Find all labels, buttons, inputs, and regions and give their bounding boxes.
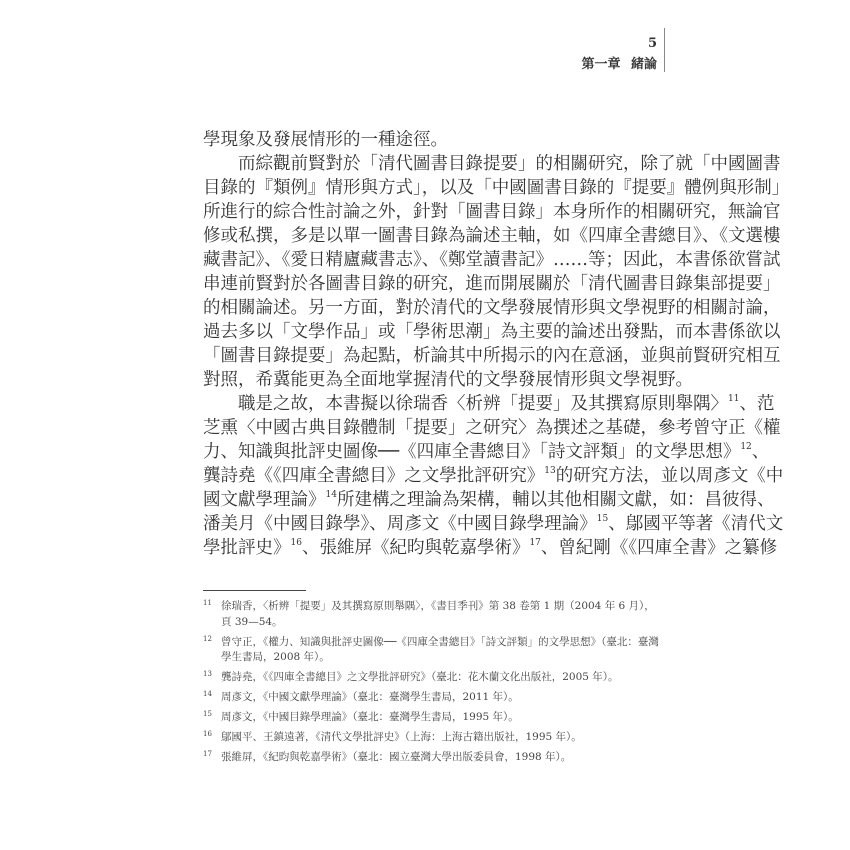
footnote-separator [203,590,306,591]
text-line [203,392,775,416]
text-line [203,440,770,464]
text-segment: 芝熏〈中國古典目錄體制「提要」之研究〉為撰述之基礎，參考曾守正《權 [203,418,781,438]
footnote-text: 鄔國平、王鎮遠著，《清代文學批評史》（上海：上海古籍出版社，1995 年）。 [221,731,582,743]
text-line [203,152,781,176]
text-segment: 學現象及發展情形的一種途徑。 [203,130,448,150]
text-line [203,320,781,344]
text-line [203,200,781,224]
footnotes [203,599,663,770]
text-segment: 力、知識與批評史圖像──《四庫全書總目》「詩文評類」的文學思想》 [203,442,741,462]
header-rule [664,28,665,72]
text-segment: 、曾紀剛《《四庫全書》之纂修 [540,538,778,558]
footnote-number: 14 [203,690,212,698]
footnote-text: 周彥文，《中國目錄學理論》（臺北：臺灣學生書局，1995 年）。 [221,711,519,723]
footnote-ref[interactable]: 12 [740,442,752,452]
text-segment: 龔詩堯《《四庫全書總目》之文學批評研究》 [203,466,545,486]
text-line [203,296,781,320]
text-segment: 目錄的『類例』情形與方式」，以及「中國圖書目錄的『提要』體例與形制」 [203,178,790,198]
text-line [203,512,784,536]
footnote [203,635,663,666]
footnote-number: 12 [203,634,212,643]
text-segment: 所進行的綜合性討論之外，針對「圖書目錄」本身所作的相關研究，無論官 [203,202,781,222]
running-header-chapter: 第一章 緒論 [581,57,657,72]
text-line [203,272,781,296]
text-line [203,248,781,272]
text-segment: 的研究方法，並以周彥文《中 [555,466,784,486]
footnote-ref[interactable]: 15 [596,514,609,524]
text-line [203,128,659,152]
footnote-number: 13 [203,670,212,678]
text-segment: 國文獻學理論》 [203,490,326,510]
text-line [203,464,784,488]
text-segment: 、鄔國平等著《清代文 [608,514,784,534]
text-segment: 而綜觀前賢對於「清代圖書目錄提要」的相關研究，除了就「中國圖書 [203,154,781,174]
text-line [203,416,781,440]
text-segment: 所建構之理論為架構，輔以其他相關文獻，如：昌彼得、 [336,490,775,510]
text-line [203,488,775,512]
footnote-number: 17 [203,750,212,758]
text-segment: 的相關論述。另一方面，對於清代的文學發展情形與文學視野的相關討論， [203,298,781,318]
text-segment: 、張維屏《紀昀與乾嘉學術》 [301,538,530,558]
footnote-ref[interactable]: 13 [544,466,556,476]
footnote-text: 徐瑞香，〈析辨「提要」及其撰寫原則舉隅〉，《書目季刊》第 38 卷第 1 期（2004 年 6 月），頁 39—54。 [221,600,655,628]
text-line [203,536,778,560]
footnote-ref[interactable]: 14 [325,490,337,500]
text-segment: 職是之故，本書擬以徐瑞香〈析辨「提要」及其撰寫原則舉隅〉 [203,394,728,414]
text-segment: 對照，希冀能更為全面地掌握清代的文學發展情形與文學視野。 [203,370,693,390]
footnote-ref[interactable]: 17 [529,538,541,548]
text-segment: 過去多以「文學作品」或「學術思潮」為主要的論述出發點，而本書係欲以 [203,322,781,342]
footnote-text: 曾守正，《權力、知識與批評史圖像──《四庫全書總目》「詩文評類」的文學思想》（臺北：臺灣學生書局，2008 年）。 [221,635,659,663]
text-line [203,176,790,200]
footnote [203,710,663,726]
text-segment: 潘美月《中國目錄學》、周彥文《中國目錄學理論》 [203,514,597,534]
text-line [203,344,781,368]
footnote-text: 龔詩堯，《《四庫全書總目》之文學批評研究》（臺北：花木蘭文化出版社，2005 年）。 [221,671,619,683]
page-number: 5 [647,36,657,51]
text-line [203,368,693,392]
text-segment: 藏書記》、《愛日精廬藏書志》、《鄭堂讀書記》……等；因此，本書係欲嘗試 [203,250,781,270]
footnote [203,670,663,686]
body-text [203,128,790,560]
text-segment: 、 [751,442,770,462]
footnote [203,599,663,630]
text-segment: 修或私撰，多是以單一圖書目錄為論述主軸，如《四庫全書總目》、《文選樓 [203,226,781,246]
footnote [203,730,663,746]
text-segment: 學批評史》 [203,538,291,558]
footnote-number: 15 [203,710,212,718]
footnote-number: 11 [203,599,212,607]
footnote-number: 16 [203,730,212,738]
footnote [203,750,663,766]
text-line [203,224,781,248]
text-segment: 串連前賢對於各圖書目錄的研究，進而開展關於「清代圖書目錄集部提要」 [203,274,781,294]
text-segment: 「圖書目錄提要」為起點，析論其中所揭示的內在意涵，並與前賢研究相互 [203,346,781,366]
footnote-text: 周彥文，《中國文獻學理論》（臺北：臺灣學生書局，2011 年）。 [221,691,519,703]
footnote [203,690,663,706]
footnote-ref[interactable]: 16 [290,538,302,548]
text-segment: 、范 [739,394,775,414]
footnote-ref[interactable]: 11 [728,394,740,404]
footnote-text: 張維屏，《紀昀與乾嘉學術》（臺北：國立臺灣大學出版委員會，1998 年）。 [221,751,572,763]
